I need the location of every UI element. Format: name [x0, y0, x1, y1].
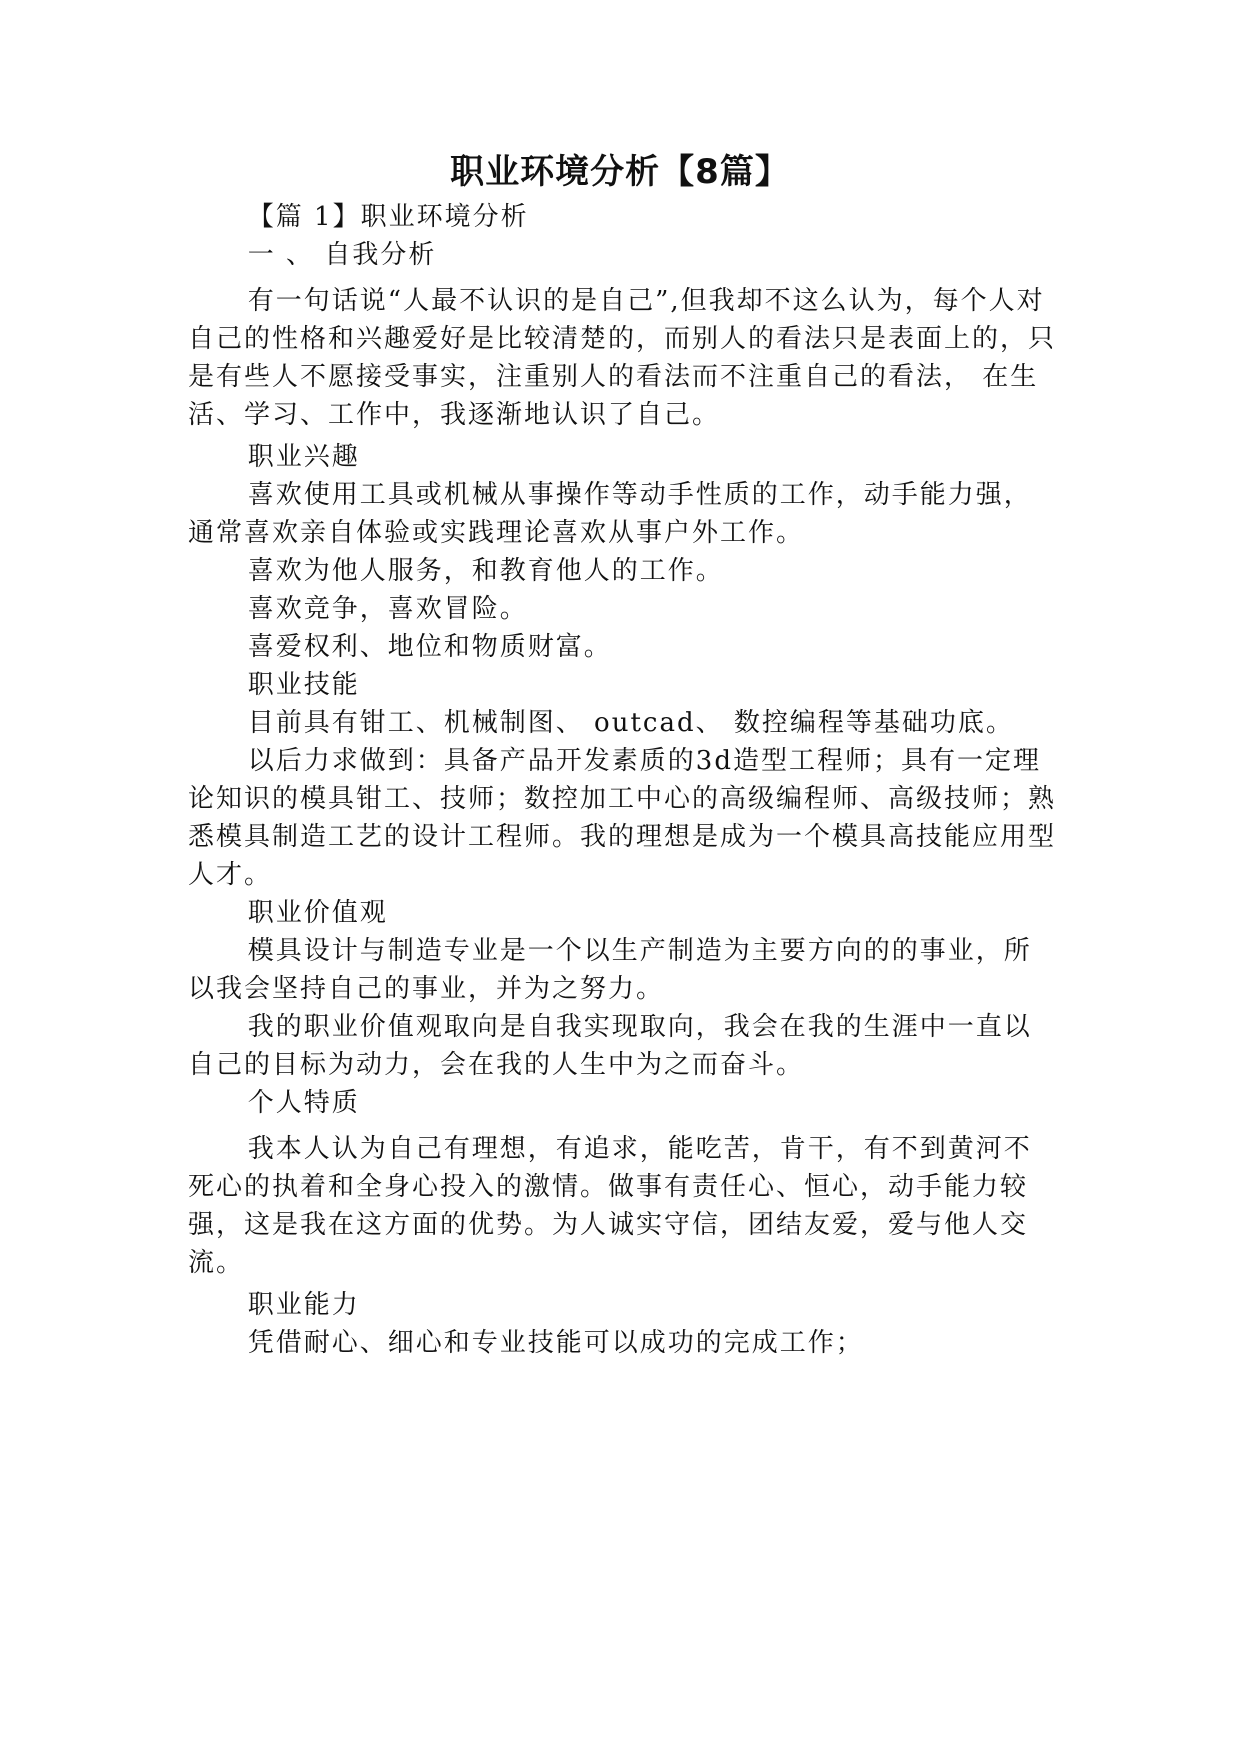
paragraph: 喜欢为他人服务，和教育他人的工作。 [247, 556, 724, 586]
section-heading: 【篇 1】职业环境分析 [247, 202, 529, 232]
topic-heading: 职业技能 [247, 670, 360, 700]
paragraph: 模具设计与制造专业是一个以生产制造为主要方向的的事业，所以我会坚持自己的事业，并为之努力。 [188, 936, 1032, 1004]
paragraph: 以后力求做到：具备产品开发素质的3d造型工程师；具有一定理论知识的模具钳工、技师；数控加工中心的高级编程师、高级技师；熟悉模具制造工艺的设计工程师。我的理想是成为一个模具高技能应用型人才。 [188, 746, 1057, 890]
paragraph: 喜爱权利、地位和物质财富。 [247, 632, 612, 662]
paragraph: 我本人认为自己有理想，有追求，能吃苦，肯干，有不到黄河不死心的执着和全身心投入的激情。做事有责任心、恒心，动手能力较强，这是我在这方面的优势。为人诚实守信，团结友爱，爱与他人交流。 [188, 1134, 1032, 1278]
topic-heading: 个人特质 [247, 1088, 360, 1118]
paragraph: 喜欢竞争，喜欢冒险。 [247, 594, 528, 624]
document-body [188, 198, 1058, 1362]
paragraph: 有一句话说“人最不认识的是自己”,但我却不这么认为，每个人对自己的性格和兴趣爱好是比较清楚的，而别人的看法只是表面上的，只是有些人不愿接受事实，注重别人的看法而不注重自己的看法， 在生活、学习、工作中，我逐渐地认识了自己。 [188, 286, 1057, 430]
topic-heading: 职业能力 [247, 1290, 360, 1320]
topic-heading: 职业价值观 [247, 898, 388, 928]
subsection-heading: 一 、 自我分析 [247, 240, 437, 270]
paragraph: 我的职业价值观取向是自我实现取向，我会在我的生涯中一直以自己的目标为动力，会在我的人生中为之而奋斗。 [188, 1012, 1032, 1080]
paragraph: 凭借耐心、细心和专业技能可以成功的完成工作； [247, 1328, 864, 1358]
document-title: 职业环境分析【8篇】 [450, 152, 790, 192]
paragraph: 目前具有钳工、机械制图、 outcad、 数控编程等基础功底。 [247, 708, 1014, 738]
topic-heading: 职业兴趣 [247, 442, 360, 472]
paragraph: 喜欢使用工具或机械从事操作等动手性质的工作，动手能力强，通常喜欢亲自体验或实践理论喜欢从事户外工作。 [188, 480, 1032, 548]
